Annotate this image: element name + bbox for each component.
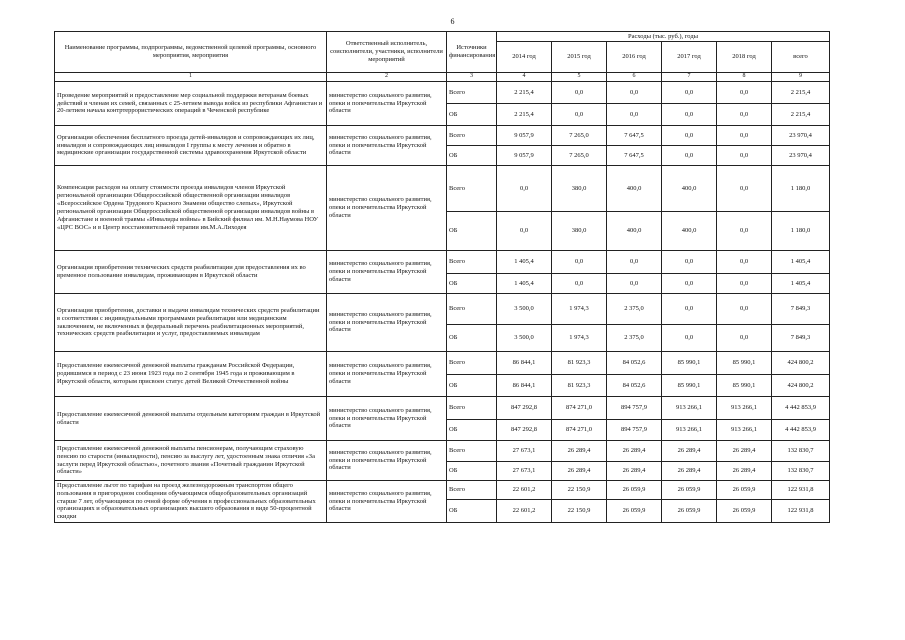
table-row bbox=[55, 441, 830, 462]
total-value: 1 180,0 bbox=[772, 212, 830, 251]
year-value: 913 266,1 bbox=[662, 397, 717, 420]
year-value: 400,0 bbox=[662, 166, 717, 212]
funding-source: ОБ bbox=[447, 146, 497, 166]
year-value: 2 375,0 bbox=[607, 325, 662, 352]
total-value: 4 442 853,9 bbox=[772, 397, 830, 420]
funding-source: ОБ bbox=[447, 462, 497, 481]
year-value: 847 292,8 bbox=[497, 420, 552, 441]
table-row bbox=[55, 294, 830, 325]
activity-name: Предоставление ежемесячной денежной выплаты пенсионерам, получающим страховую пенсию по старости (инвалидности), пенсию за выслугу лет, удостоенным знака отличия «За заслуги перед Иркутской областью», почетного звания «Почетный гражданин Иркутской области» bbox=[55, 441, 327, 481]
year-value: 0,0 bbox=[662, 325, 717, 352]
total-value: 122 931,8 bbox=[772, 481, 830, 500]
total-value: 7 849,3 bbox=[772, 294, 830, 325]
column-index: 3 bbox=[447, 73, 497, 82]
executor: министерство социального развития, опеки и попечительства Иркутской области bbox=[327, 82, 447, 126]
year-value: 22 601,2 bbox=[497, 500, 552, 523]
year-value: 0,0 bbox=[662, 274, 717, 294]
total-value: 132 830,7 bbox=[772, 462, 830, 481]
page-number: 6 bbox=[450, 17, 455, 26]
header-name: Наименование программы, подпрограммы, ведомственной целевой программы, основного мероприятия, мероприятия bbox=[55, 32, 327, 73]
funding-source: Всего bbox=[447, 481, 497, 500]
year-value: 81 923,3 bbox=[552, 375, 607, 397]
year-value: 22 150,9 bbox=[552, 481, 607, 500]
year-value: 0,0 bbox=[717, 82, 772, 104]
year-value: 400,0 bbox=[607, 212, 662, 251]
header-executor: Ответственный исполнитель, соисполнители, участники, исполнители мероприятий bbox=[327, 32, 447, 73]
year-value: 2 215,4 bbox=[497, 104, 552, 126]
year-value: 380,0 bbox=[552, 212, 607, 251]
header-expenses: Расходы (тыс. руб.), годы bbox=[497, 32, 830, 42]
year-value: 400,0 bbox=[662, 212, 717, 251]
executor: министерство социального развития, опеки и попечительства Иркутской области bbox=[327, 251, 447, 294]
executor: министерство социального развития, опеки и попечительства Иркутской области bbox=[327, 397, 447, 441]
table-row bbox=[55, 251, 830, 274]
year-value: 81 923,3 bbox=[552, 352, 607, 375]
year-value: 0,0 bbox=[662, 251, 717, 274]
column-index: 6 bbox=[607, 73, 662, 82]
table-row bbox=[55, 352, 830, 375]
header-year: 2017 год bbox=[662, 42, 717, 73]
year-value: 0,0 bbox=[662, 126, 717, 146]
header-year: 2018 год bbox=[717, 42, 772, 73]
year-value: 913 266,1 bbox=[717, 397, 772, 420]
year-value: 1 974,3 bbox=[552, 325, 607, 352]
table-row bbox=[55, 82, 830, 104]
year-value: 380,0 bbox=[552, 166, 607, 212]
year-value: 0,0 bbox=[662, 146, 717, 166]
year-value: 7 265,0 bbox=[552, 126, 607, 146]
year-value: 0,0 bbox=[607, 274, 662, 294]
year-value: 85 990,1 bbox=[717, 375, 772, 397]
executor: министерство социального развития, опеки и попечительства Иркутской области bbox=[327, 481, 447, 523]
header-source: Источники финансирования bbox=[447, 32, 497, 73]
year-value: 27 673,1 bbox=[497, 462, 552, 481]
executor: министерство социального развития, опеки и попечительства Иркутской области bbox=[327, 166, 447, 251]
year-value: 1 405,4 bbox=[497, 251, 552, 274]
year-value: 913 266,1 bbox=[717, 420, 772, 441]
header-year: 2014 год bbox=[497, 42, 552, 73]
column-index: 2 bbox=[327, 73, 447, 82]
year-value: 9 057,9 bbox=[497, 146, 552, 166]
funding-source: Всего bbox=[447, 352, 497, 375]
year-value: 85 990,1 bbox=[662, 352, 717, 375]
total-value: 424 800,2 bbox=[772, 375, 830, 397]
year-value: 26 289,4 bbox=[607, 441, 662, 462]
activity-name: Организация приобретения технических средств реабилитации для предоставления их во временное пользование инвалидам, проживающим в Иркутской области bbox=[55, 251, 327, 294]
year-value: 26 289,4 bbox=[717, 441, 772, 462]
year-value: 0,0 bbox=[607, 104, 662, 126]
total-value: 2 215,4 bbox=[772, 82, 830, 104]
year-value: 26 059,9 bbox=[607, 481, 662, 500]
year-value: 0,0 bbox=[552, 104, 607, 126]
executor: министерство социального развития, опеки и попечительства Иркутской области bbox=[327, 352, 447, 397]
activity-name: Организация обеспечения бесплатного проезда детей-инвалидов и сопровождающих их лиц, инвалидов и сопровождающих лиц инвалидов I группы к месту лечения и обратно в медицинские организации государственной системы здравоохранения Иркутской области bbox=[55, 126, 327, 166]
total-value: 1 405,4 bbox=[772, 251, 830, 274]
year-value: 85 990,1 bbox=[662, 375, 717, 397]
column-index: 4 bbox=[497, 73, 552, 82]
activity-name: Проведение мероприятий и предоставление мер социальной поддержки ветеранам боевых действий и членам их семей, связанных с 25-летием вывода войск из республики Афганистан и 20-летием начала контртеррористических операций в Чеченской республике bbox=[55, 82, 327, 126]
year-value: 86 844,1 bbox=[497, 352, 552, 375]
header-total: всего bbox=[772, 42, 830, 73]
year-value: 0,0 bbox=[552, 82, 607, 104]
funding-source: ОБ bbox=[447, 104, 497, 126]
total-value: 132 830,7 bbox=[772, 441, 830, 462]
year-value: 26 059,9 bbox=[717, 481, 772, 500]
table-row bbox=[55, 126, 830, 146]
total-value: 4 442 853,9 bbox=[772, 420, 830, 441]
year-value: 86 844,1 bbox=[497, 375, 552, 397]
year-value: 84 052,6 bbox=[607, 375, 662, 397]
year-value: 913 266,1 bbox=[662, 420, 717, 441]
year-value: 26 059,9 bbox=[717, 500, 772, 523]
year-value: 7 647,5 bbox=[607, 126, 662, 146]
column-index: 8 bbox=[717, 73, 772, 82]
year-value: 3 500,0 bbox=[497, 294, 552, 325]
year-value: 0,0 bbox=[662, 294, 717, 325]
year-value: 22 150,9 bbox=[552, 500, 607, 523]
year-value: 3 500,0 bbox=[497, 325, 552, 352]
executor: министерство социального развития, опеки и попечительства Иркутской области bbox=[327, 441, 447, 481]
year-value: 26 059,9 bbox=[662, 481, 717, 500]
activity-name: Организация приобретения, доставки и выдачи инвалидам технических средств реабилитации в соответствии с индивидуальными программами реабилитации или медицинским заключением, не включенных в федеральный перечень реабилитационных мероприятий, технических средств реабилитации и услуг, предоставляемых инвалидам bbox=[55, 294, 327, 352]
year-value: 0,0 bbox=[717, 274, 772, 294]
year-value: 0,0 bbox=[717, 166, 772, 212]
column-index: 5 bbox=[552, 73, 607, 82]
funding-source: Всего bbox=[447, 397, 497, 420]
activity-name: Предоставление ежемесячной денежной выплаты отдельным категориям граждан в Иркутской области bbox=[55, 397, 327, 441]
funding-source: ОБ bbox=[447, 274, 497, 294]
year-value: 0,0 bbox=[717, 126, 772, 146]
table-row bbox=[55, 397, 830, 420]
year-value: 22 601,2 bbox=[497, 481, 552, 500]
funding-source: Всего bbox=[447, 82, 497, 104]
year-value: 0,0 bbox=[497, 212, 552, 251]
column-index: 1 bbox=[55, 73, 327, 82]
total-value: 122 931,8 bbox=[772, 500, 830, 523]
year-value: 847 292,8 bbox=[497, 397, 552, 420]
year-value: 1 405,4 bbox=[497, 274, 552, 294]
year-value: 84 052,6 bbox=[607, 352, 662, 375]
year-value: 0,0 bbox=[607, 251, 662, 274]
year-value: 9 057,9 bbox=[497, 126, 552, 146]
year-value: 0,0 bbox=[552, 251, 607, 274]
executor: министерство социального развития, опеки и попечительства Иркутской области bbox=[327, 294, 447, 352]
executor: министерство социального развития, опеки и попечительства Иркутской области bbox=[327, 126, 447, 166]
total-value: 23 970,4 bbox=[772, 126, 830, 146]
total-value: 7 849,3 bbox=[772, 325, 830, 352]
total-value: 1 405,4 bbox=[772, 274, 830, 294]
year-value: 27 673,1 bbox=[497, 441, 552, 462]
year-value: 1 974,3 bbox=[552, 294, 607, 325]
year-value: 2 215,4 bbox=[497, 82, 552, 104]
year-value: 400,0 bbox=[607, 166, 662, 212]
year-value: 0,0 bbox=[717, 212, 772, 251]
year-value: 7 265,0 bbox=[552, 146, 607, 166]
funding-source: ОБ bbox=[447, 375, 497, 397]
funding-source: ОБ bbox=[447, 325, 497, 352]
year-value: 894 757,9 bbox=[607, 420, 662, 441]
year-value: 0,0 bbox=[717, 325, 772, 352]
year-value: 0,0 bbox=[497, 166, 552, 212]
year-value: 26 289,4 bbox=[552, 441, 607, 462]
table-row bbox=[55, 166, 830, 212]
year-value: 0,0 bbox=[552, 274, 607, 294]
column-index: 7 bbox=[662, 73, 717, 82]
activity-name: Компенсация расходов на оплату стоимости проезда инвалидов членов Иркутской региональной организации Общероссийской общественной организации инвалидов «Всероссийское Ордена Трудового Красного Знамени общество слепых», Иркутской региональной организации Общероссийской общественной организации инвалидов войны в Афганистане и военной травмы «Инвалиды войны» в Бийский филиал им. М.Н.Наумова НОУ «ЦРС ВОС» и в Центр восстановительной терапии им.М.А.Лиходея bbox=[55, 166, 327, 251]
header-year: 2015 год bbox=[552, 42, 607, 73]
funding-source: Всего bbox=[447, 294, 497, 325]
year-value: 0,0 bbox=[662, 82, 717, 104]
table-row bbox=[55, 481, 830, 500]
activity-name: Предоставление льгот по тарифам на проезд железнодорожным транспортом общего пользования в пригородном сообщении обучающимся общеобразовательных организаций старше 7 лет, обучающимся по очной форме обучения в профессиональных образовательных организациях и образовательных организациях высшего образования в виде 50-процентной скидки bbox=[55, 481, 327, 523]
year-value: 874 271,0 bbox=[552, 420, 607, 441]
total-value: 424 800,2 bbox=[772, 352, 830, 375]
activity-name: Предоставление ежемесячной денежной выплаты гражданам Российской Федерации, родившимся в период с 23 июня 1923 года по 2 сентября 1945 года и проживающим в Иркутской области, которым присвоен статус детей Великой Отечественной войны bbox=[55, 352, 327, 397]
year-value: 26 289,4 bbox=[662, 462, 717, 481]
funding-source: Всего bbox=[447, 441, 497, 462]
budget-table bbox=[54, 31, 830, 523]
year-value: 874 271,0 bbox=[552, 397, 607, 420]
total-value: 2 215,4 bbox=[772, 104, 830, 126]
header-year: 2016 год bbox=[607, 42, 662, 73]
year-value: 0,0 bbox=[607, 82, 662, 104]
year-value: 85 990,1 bbox=[717, 352, 772, 375]
year-value: 0,0 bbox=[717, 104, 772, 126]
year-value: 7 647,5 bbox=[607, 146, 662, 166]
funding-source: ОБ bbox=[447, 500, 497, 523]
year-value: 894 757,9 bbox=[607, 397, 662, 420]
year-value: 26 289,4 bbox=[552, 462, 607, 481]
funding-source: Всего bbox=[447, 166, 497, 212]
year-value: 2 375,0 bbox=[607, 294, 662, 325]
year-value: 0,0 bbox=[717, 146, 772, 166]
year-value: 26 289,4 bbox=[607, 462, 662, 481]
funding-source: ОБ bbox=[447, 420, 497, 441]
year-value: 26 059,9 bbox=[662, 500, 717, 523]
year-value: 0,0 bbox=[717, 294, 772, 325]
year-value: 0,0 bbox=[717, 251, 772, 274]
year-value: 26 289,4 bbox=[717, 462, 772, 481]
year-value: 26 289,4 bbox=[662, 441, 717, 462]
total-value: 1 180,0 bbox=[772, 166, 830, 212]
funding-source: Всего bbox=[447, 251, 497, 274]
funding-source: ОБ bbox=[447, 212, 497, 251]
year-value: 0,0 bbox=[662, 104, 717, 126]
funding-source: Всего bbox=[447, 126, 497, 146]
year-value: 26 059,9 bbox=[607, 500, 662, 523]
total-value: 23 970,4 bbox=[772, 146, 830, 166]
column-index: 9 bbox=[772, 73, 830, 82]
